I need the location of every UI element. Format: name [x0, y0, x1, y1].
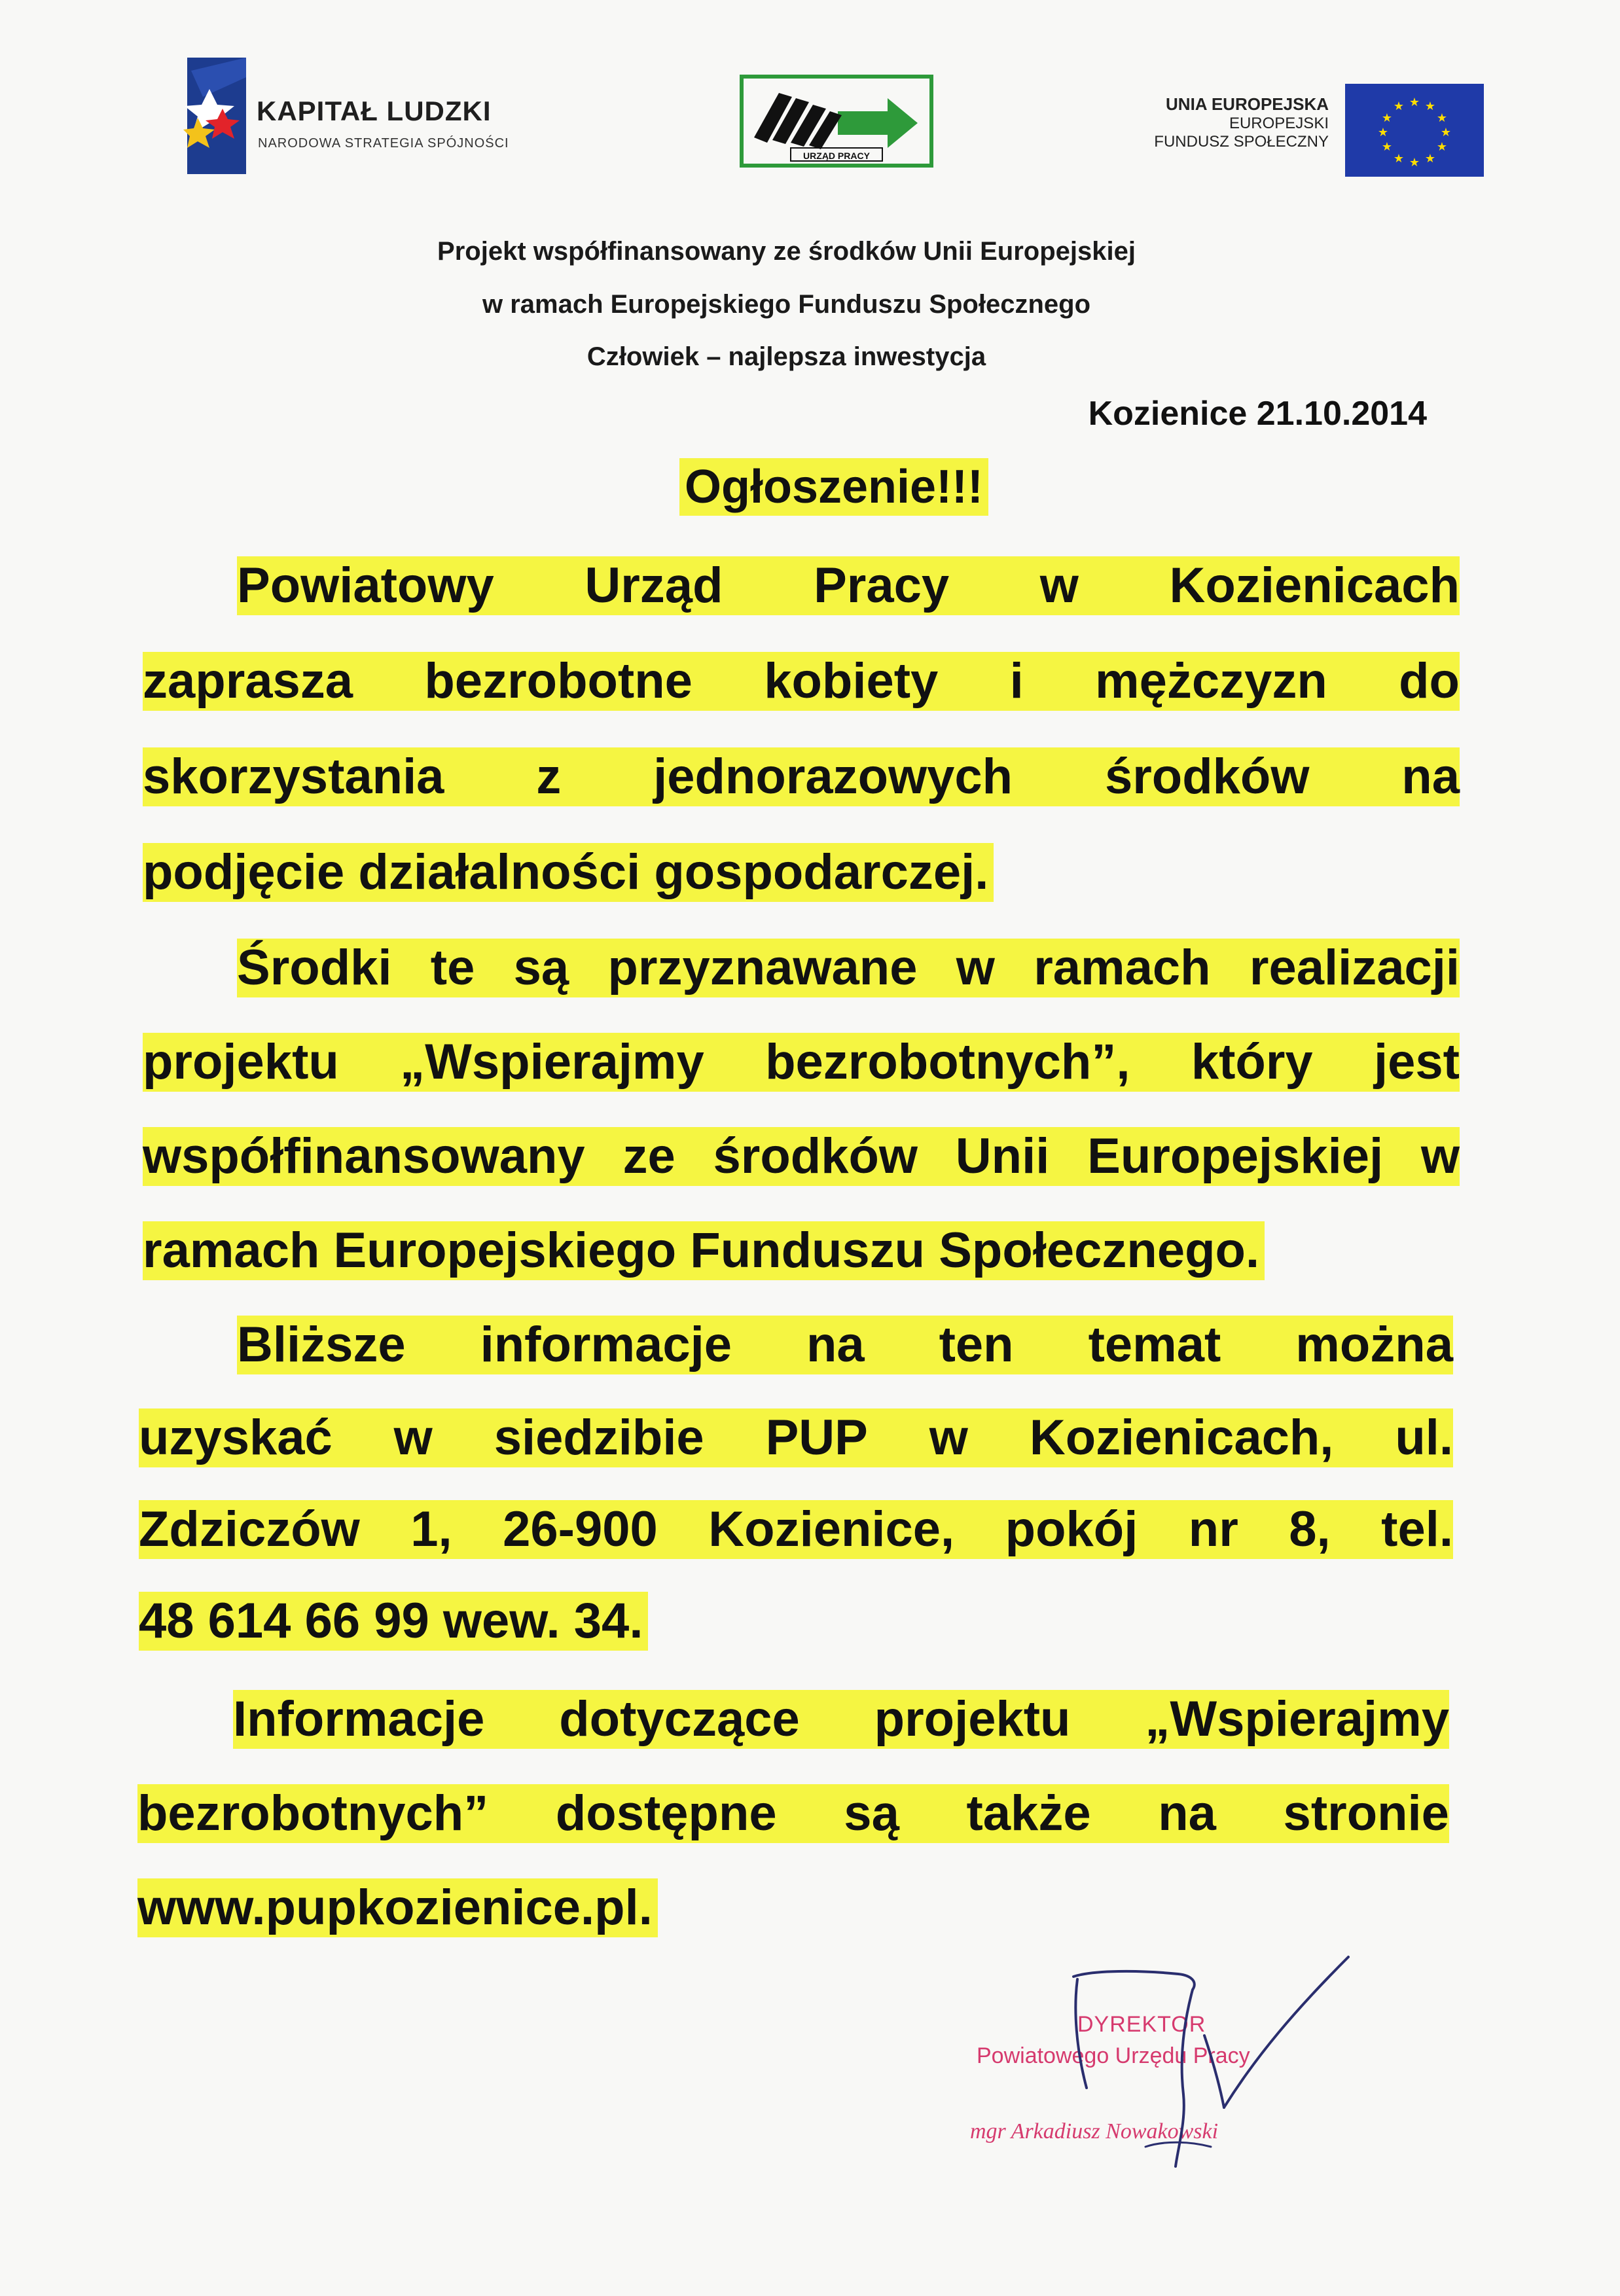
body-word: 1, — [410, 1501, 452, 1557]
body-line — [143, 1033, 1460, 1092]
body-word: Kozienicach — [1169, 558, 1460, 613]
body-word: mężczyzn — [1095, 653, 1327, 709]
kapital-ludzki-subtitle: NARODOWA STRATEGIA SPÓJNOŚCI — [258, 136, 509, 151]
urzad-pracy-label: URZĄD PRACY — [803, 151, 870, 161]
eu-title: UNIA EUROPEJSKA — [1166, 94, 1329, 114]
body-word: Kozienice, — [708, 1501, 955, 1557]
body-word: dotyczące — [559, 1691, 800, 1747]
body-word: na — [1401, 749, 1460, 804]
body-word: stronie — [1283, 1785, 1449, 1841]
body-word: środków — [1104, 749, 1310, 804]
body-word: jest — [1374, 1034, 1460, 1090]
body-word: na — [806, 1317, 865, 1372]
svg-text:★: ★ — [1436, 111, 1448, 125]
body-word: także — [966, 1785, 1091, 1841]
body-word: 8, — [1289, 1501, 1331, 1557]
body-word: realizacji — [1249, 940, 1460, 996]
svg-text:★: ★ — [1409, 156, 1420, 170]
body-word: informacje — [480, 1317, 732, 1372]
body-word: na — [1158, 1785, 1216, 1841]
body-line: www.pupkozienice.pl. — [137, 1878, 658, 1937]
body-word: jednorazowych — [653, 749, 1013, 804]
svg-text:★: ★ — [1440, 126, 1452, 139]
eu-text-block — [1047, 94, 1329, 151]
eu-line3: FUNDUSZ SPOŁECZNY — [1154, 133, 1329, 151]
project-line-1: Projekt współfinansowany ze środków Unii Europejskiej — [437, 237, 1136, 266]
project-line-3: Człowiek – najlepsza inwestycja — [586, 342, 986, 371]
body-line — [137, 1784, 1449, 1843]
body-line — [139, 1500, 1453, 1559]
svg-text:★: ★ — [1381, 140, 1393, 154]
body-word: te — [430, 940, 475, 996]
body-word: w — [929, 1410, 968, 1465]
body-word: temat — [1088, 1317, 1221, 1372]
body-word: kobiety — [764, 653, 939, 709]
body-word: ul. — [1395, 1410, 1453, 1465]
body-line — [233, 1690, 1449, 1749]
svg-text:★: ★ — [1436, 140, 1448, 154]
body-word: Kozienicach, — [1029, 1410, 1334, 1465]
body-line: ramach Europejskiego Funduszu Społecznego. — [143, 1221, 1265, 1280]
body-word: siedzibie — [494, 1410, 704, 1465]
body-word: „Wspierajmy — [400, 1034, 704, 1090]
body-word: w — [1039, 558, 1079, 613]
svg-text:★: ★ — [1424, 99, 1436, 113]
eu-line2: EUROPEJSKI — [1229, 115, 1329, 132]
body-line — [237, 1316, 1453, 1374]
body-word: Powiatowy — [237, 558, 494, 613]
body-word: projektu — [143, 1034, 339, 1090]
stamp-organization: Powiatowego Urzędu Pracy — [977, 2043, 1250, 2068]
body-word: Środki — [237, 940, 392, 996]
body-word: Zdziczów — [139, 1501, 360, 1557]
stamp-title: DYREKTOR — [1077, 2012, 1206, 2037]
project-line-2: w ramach Europejskiego Funduszu Społecznego — [482, 290, 1091, 319]
body-word: projektu — [874, 1691, 1071, 1747]
body-word: pokój — [1005, 1501, 1138, 1557]
body-line — [237, 939, 1460, 997]
svg-text:★: ★ — [1409, 96, 1420, 109]
body-word: bezrobotnych”, — [765, 1034, 1130, 1090]
body-word: Informacje — [233, 1691, 485, 1747]
body-word: zaprasza — [143, 653, 353, 709]
body-word: Bliższe — [237, 1317, 406, 1372]
body-line: 48 614 66 99 wew. 34. — [139, 1592, 648, 1651]
body-word: Pracy — [814, 558, 950, 613]
body-word: który — [1191, 1034, 1313, 1090]
body-word: są — [513, 940, 569, 996]
body-word: Urząd — [585, 558, 723, 613]
body-line: współfinansowany ze środków Unii Europejskiej w — [143, 1127, 1460, 1186]
svg-text:★: ★ — [1424, 152, 1436, 166]
body-word: w — [393, 1410, 433, 1465]
body-word: i — [1009, 653, 1024, 709]
body-word: nr — [1188, 1501, 1238, 1557]
body-word: dostępne — [555, 1785, 777, 1841]
body-word: ten — [939, 1317, 1014, 1372]
date-line: Kozienice 21.10.2014 — [1088, 395, 1427, 433]
body-word: PUP — [765, 1410, 868, 1465]
body-word: 26-900 — [503, 1501, 658, 1557]
body-word: z — [536, 749, 562, 804]
stamp-name: mgr Arkadiusz Nowakowski — [970, 2119, 1219, 2144]
body-line — [143, 747, 1460, 806]
body-line — [139, 1408, 1453, 1467]
body-word: bezrobotnych” — [137, 1785, 489, 1841]
body-word: bezrobotne — [424, 653, 693, 709]
kapital-ludzki-title: KAPITAŁ LUDZKI — [257, 96, 492, 126]
body-line — [237, 556, 1460, 615]
body-word: uzyskać — [139, 1410, 333, 1465]
body-line — [143, 652, 1460, 711]
svg-text:★: ★ — [1393, 152, 1405, 166]
announcement-heading: Ogłoszenie!!! — [679, 458, 988, 516]
svg-text:★: ★ — [1393, 99, 1405, 113]
body-word: ramach — [1034, 940, 1211, 996]
body-word: do — [1399, 653, 1460, 709]
body-word: można — [1295, 1317, 1453, 1372]
body-line: podjęcie działalności gospodarczej. — [143, 843, 994, 902]
body-word: „Wspierajmy — [1145, 1691, 1449, 1747]
body-word: są — [844, 1785, 899, 1841]
body-word: w — [956, 940, 995, 996]
svg-text:★: ★ — [1381, 111, 1393, 125]
body-word: przyznawane — [607, 940, 918, 996]
handwritten-signature — [1047, 1950, 1375, 2173]
body-word: tel. — [1381, 1501, 1453, 1557]
eu-flag-icon — [1345, 84, 1484, 177]
body-word: skorzystania — [143, 749, 444, 804]
svg-text:★: ★ — [1377, 126, 1389, 139]
